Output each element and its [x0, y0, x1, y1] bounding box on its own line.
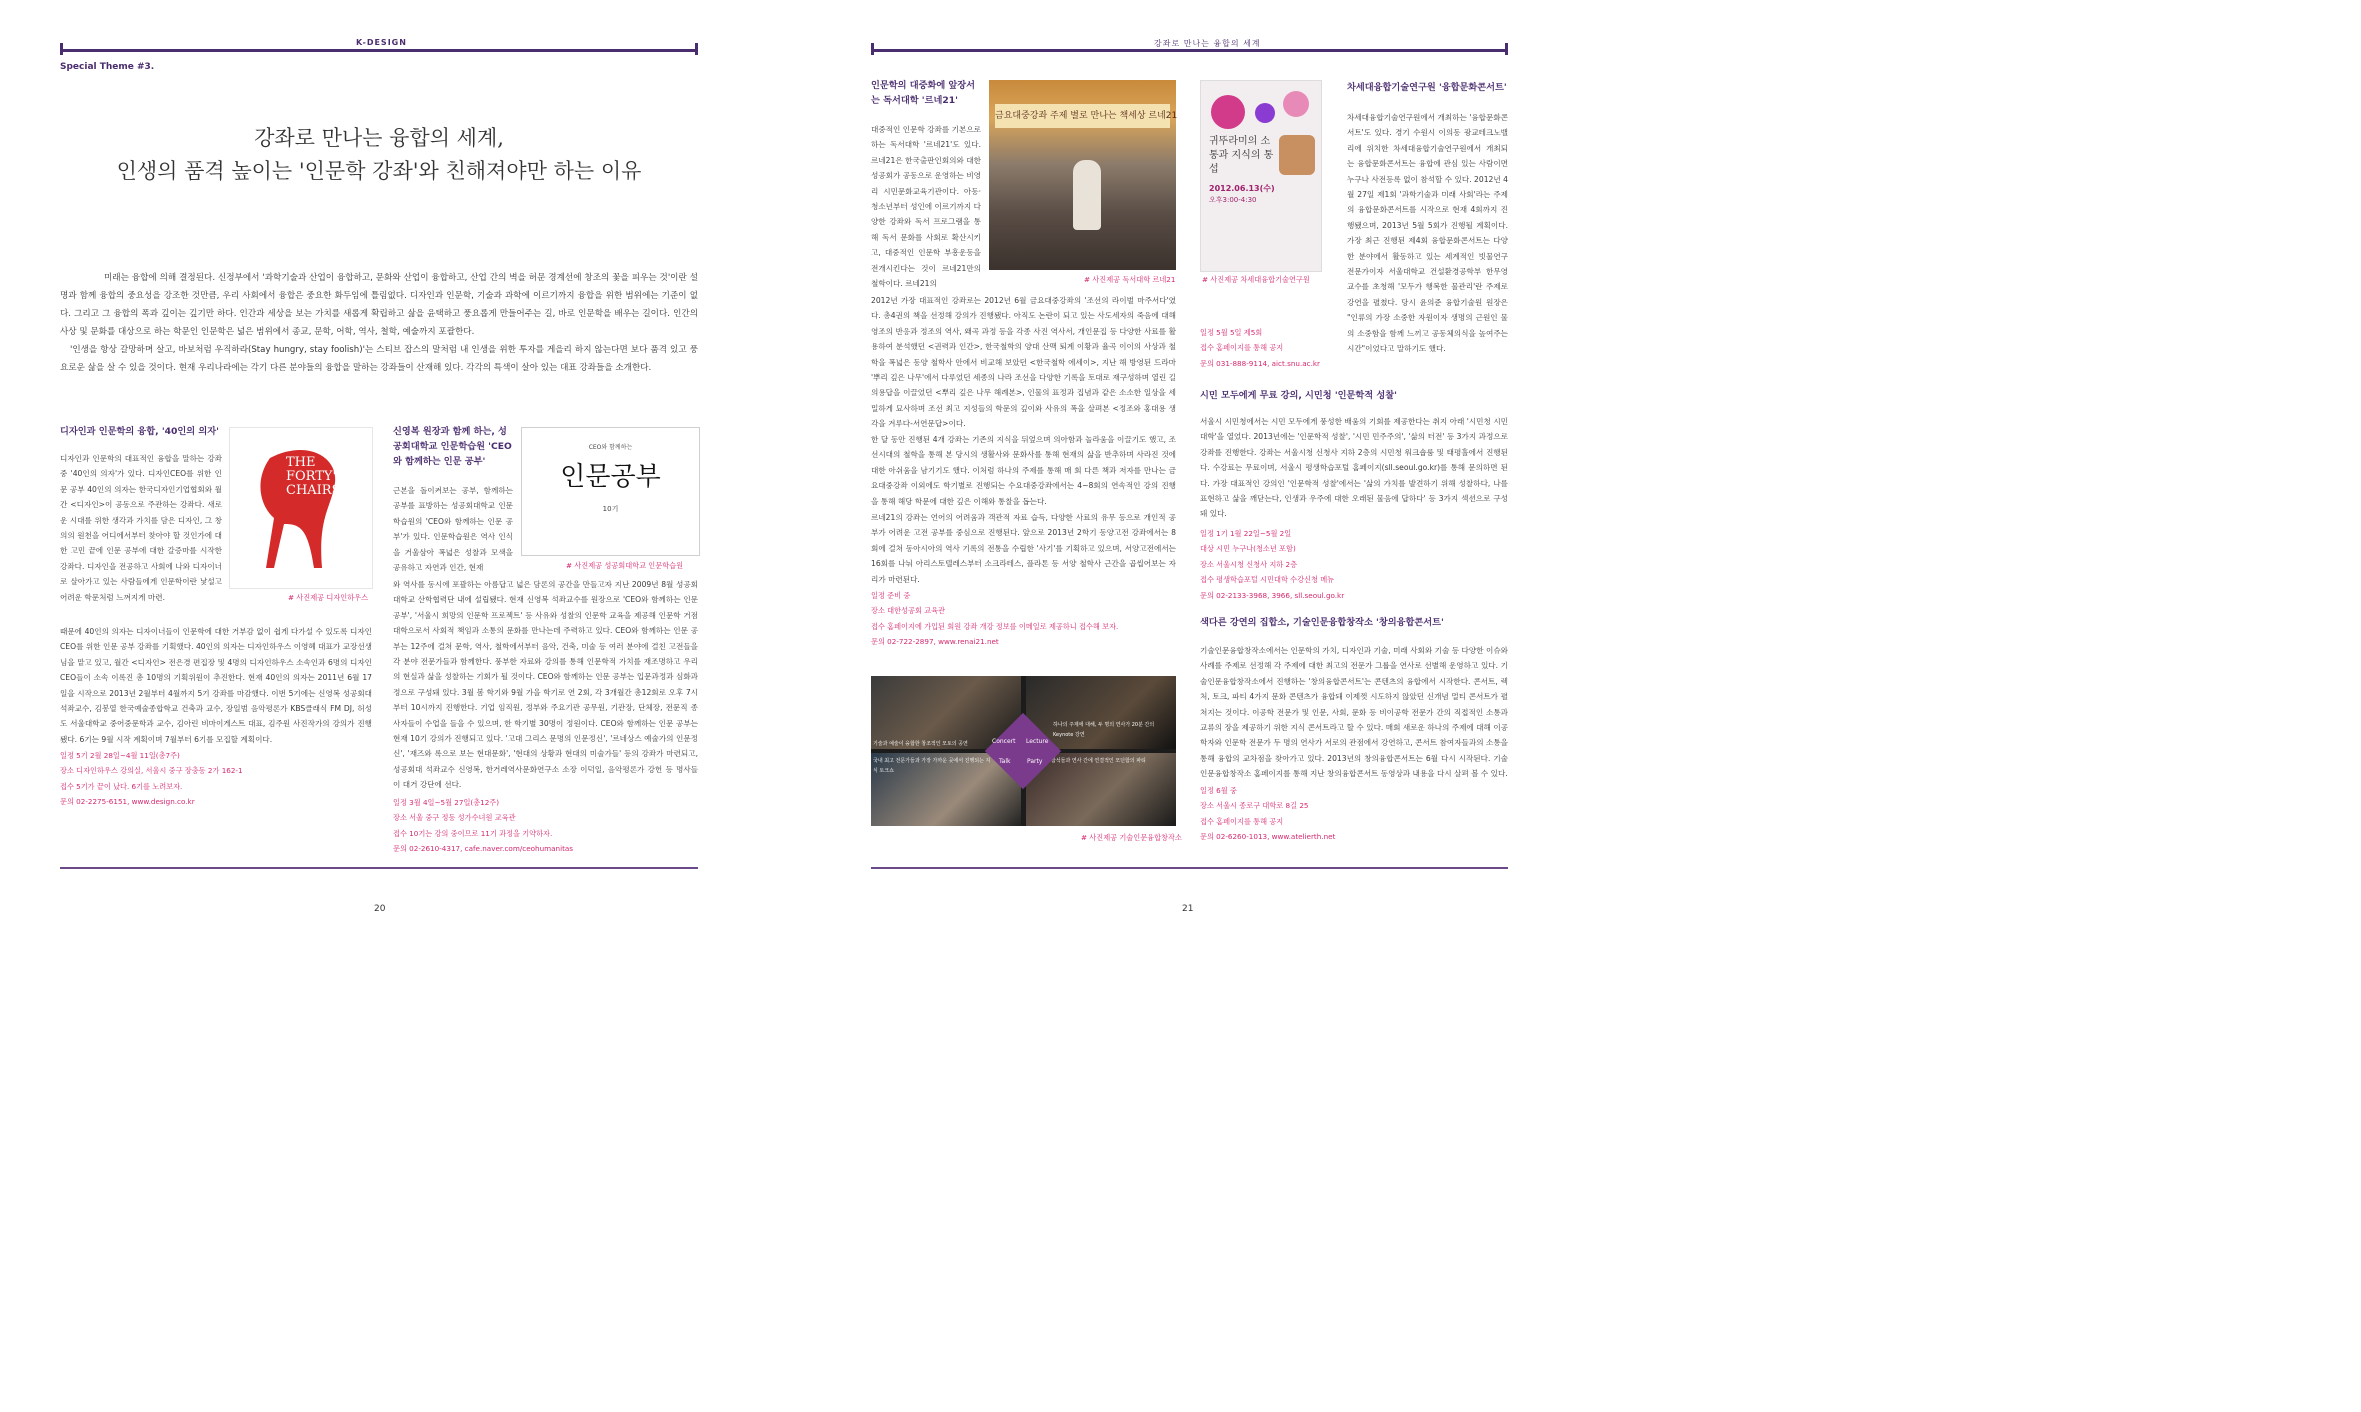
title-line-1: 강좌로 만나는 융합의 세계,: [254, 126, 504, 150]
section5-info-contact: 문의 02-2133-3968, 3966, sll.seoul.go.kr: [1200, 590, 1345, 600]
section4-heading: 차세대융합기술연구원 '융합문화콘서트': [1347, 82, 1507, 93]
section1-heading: 디자인과 인문학의 융합, '40인의 의자': [60, 426, 219, 437]
page-number-right: 21: [1182, 904, 1194, 914]
section5-body: 서울시 시민청에서는 시민 모두에게 풍성한 배움의 기회를 제공한다는 취지 아래 '시민청 시민대학'을 열었다. 2013년에는 '인문학적 성찰', '시민 민주주의', '삶의 터전' 등 3가지 과정으로 강좌를 진행한다. 강좌는 서울시청 신청사 지하 2층의 시민청 워크숍룸 및 태평홀에서 진행된다. 수강료는 무료이며, 서울시 평생학습포털 홈페이지(sll.seoul.go.kr)를 통해 문의하면 된다. 가장 대표적인 강의인 '인문학적 성찰'에서는 '삶의 가치를 발견하기 위해 성찰하다, 나를 표현하고 삶을 깨닫는다, 인생과 우주에 대한 오래된 물음에 답하다' 등 3가지 섹션으로 구성돼 있다.: [1200, 417, 1508, 519]
left-top-rule: [60, 49, 698, 52]
left-bottom-rule: [60, 867, 698, 869]
section5-info-place: 장소 서울시청 신청사 지하 2층: [1200, 559, 1298, 569]
forty-chairs-title: THE FORTY'S CHAIRS: [286, 455, 345, 498]
collage-label-2: 하나의 주제에 대해, 두 명의 연사가 20분 간의 Keynote 강연: [1053, 722, 1155, 738]
section5-info: [1200, 526, 1508, 603]
section3-body-b: 2012년 가장 대표적인 강좌로는 2012년 6월 금요대중강좌의 '조선의 라이벌 마주서다'였다. 총4권의 책을 선정해 강의가 진행됐다. 아직도 논란이 되고 있는 사도세자의 죽음에 대해 영조의 반응과 정조의 역사, 왜곡 과정 등을 각종 사진 역사서, 개인문집 등 다양한 사료를 활용하여 분석했던 <권력과 인간>, 한국철학의 양대 산맥 퇴계 이황과 율곡 이이의 사상과 철학을 폭넓은 동양 철학사 안에서 비교해 보았던 <한국철학 에세이>, 지난 해 방영된 드라마 '뿌리 깊은 나무'에서 다루었던 세종의 나라 조선을 다양한 기록을 토대로 재구성하며 열린 길의용답을 이끌었던 <뿌리 깊은 나무 해례본>, 인물의 표정과 집념과 같은 소소한 일상을 세밀하게 묘사하며 조선 최고 지성들의 학문의 깊이와 사유의 폭을 살펴본 <정조와 홍대용 생각을 겨루다-서연문답>이다.: [871, 296, 1176, 429]
section3-heading: 인문학의 대중화에 앞장서는 독서대학 '르네21': [871, 80, 976, 106]
section3-caption: # 사진제공 독서대학 르네21: [1084, 275, 1176, 284]
right-running-header: 강좌로 만나는 융합의 세계: [1154, 39, 1261, 48]
section5-info-schedule: 일정 1기 1월 22일~5월 2일: [1200, 529, 1292, 538]
section2-info-place: 장소 서울 중구 정동 성가수녀원 교육관: [393, 813, 516, 823]
section3-body-d: 르네21의 강좌는 언어의 어려움과 객관적 자료 습득, 다양한 사료의 유무 등으로 개인적 공부가 어려운 고전 공부를 중심으로 진행된다. 앞으로 2013년 2학기 동양고전 강좌에서는 8회에 걸쳐 동아시아의 역사 기록의 전통을 수립한 '사기'를 기획하고 있으며, 서양고전에서는 16회를 나눠 아리스토텔레스부터 소크라테스, 플라톤 등 서양 철학사 근간을 곱씹어보는 자리가 마련된다.: [871, 513, 1176, 584]
section1-info: [60, 748, 372, 810]
lecturer-figure: [1073, 160, 1101, 230]
section2-info: [393, 795, 698, 857]
section3-info-place: 장소 대한성공회 교육관: [871, 606, 946, 616]
section2-heading: 신영복 원장과 함께 하는, 성공회대학교 인문학습원 'CEO와 함께하는 인문 공부': [393, 426, 512, 467]
section5-info-target: 대상 시민 누구나(청소년 포함): [1200, 544, 1296, 554]
poster-title: 귀뚜라미의 소통과 지식의 통섭: [1209, 136, 1274, 175]
section4-body: 차세대융합기술연구원에서 개최하는 '융합문화콘서트'도 있다. 경기 수원시 이의동 광교테크노밸리에 위치한 차세대융합기술연구원에서 개최되는 융합문화콘서트는 융합에 관심 있는 사람이면 누구나 사전등록 없이 참석할 수 있다. 2012년 4월 27일 제1회 '과학기술과 미래 사회'라는 주제의 융합문화콘서트를 시작으로 현재 4회까지 진행됐으며, 2013년 5월 5회가 진행될 계획이다. 가장 최근 진행된 제4회 융합문화콘서트는 다양한 분야에서 활동하고 있는 세계적인 빗물연구 전문가이자 서울대학교 건설환경공학부 한무영 교수를 초청해 '모두가 행복한 물관리'란 주제로 강연을 펼쳤다. 당시 윤의준 융합기술원 원장은 "인류의 가장 소중한 자원이자 생명의 근원인 물의 소중함을 함께 느끼고 공동체의식을 높여주는 시간"이었다고 말하기도 했다.: [1347, 113, 1508, 354]
section3-body-c: 한 달 동안 진행된 4개 강좌는 기존의 지식을 뒤엎으며 의아함과 놀라움을 이끌기도 했고, 조선시대의 철학을 통해 본 당시의 생활사와 문화사를 통해 현재의 삶을 반추하며 사라진 것에 대한 아쉬움을 남기기도 했다. 이처럼 하나의 주제를 통해 매 회 다른 책과 저자를 만나는 금요대중강좌 이외에도 학기별로 진행되는 수요대중강좌에서는 4~8회의 연속적인 강의 진행을 통해 해당 학문에 대한 깊은 이해와 통찰을 돕는다.: [871, 435, 1176, 506]
section2-body-a: 근본을 돌이켜보는 공부, 함께하는 공부를 표방하는 성공회대학교 인문학습원의 'CEO와 함께하는 인문 공부'가 있다. 인문학습원은 역사 인식을 거울삼아 폭넓은 성찰과 모색을 공유하고 자연과 인간, 현재: [393, 486, 513, 573]
forty-chairs-image: [229, 427, 373, 589]
section6-body: 기술인문융합창작소에서는 인문학의 가치, 디자인과 기술, 미래 사회와 기술 등 다양한 이슈와 사례를 주제로 선정해 각 주제에 대한 최고의 전문가 그룹을 연사로 선별해 운영하고 있다. 기술인문융합창작소에서 진행하는 '창의융합콘서트'는 콘텐츠의 융합에서 시작한다. 콘서트, 렉처, 토크, 파티 4가지 문화 콘텐츠가 융합돼 이제껏 시도하지 않았던 신개념 멀티 콘서트가 펼쳐지는 것이다. 이공학 전문가 및 인문, 사회, 문화 등 비이공학 전문가 간의 직접적인 소통과 교류의 장을 제공하기 위한 지식 콘서트라고 할 수 있다. 매회 새로운 하나의 주제에 대해 이공학자와 인문학 전문가 두 명의 연사가 서로의 관점에서 강연하고, 콘서트 참여자들과의 소통을 통해 융합의 교차점을 찾아가고 있다. 2013년의 창의융합콘서트는 6월 다시 시작된다. 기술인문융합창작소 홈페이지를 통해 지난 창의융합콘서트 동영상과 내용을 다시 살펴 볼 수 있다.: [1200, 646, 1508, 779]
intro-text: [60, 269, 698, 377]
section6-info-apply: 접수 홈페이지를 통해 공지: [1200, 816, 1284, 826]
section3-body-a: 대중적인 인문학 강좌를 기본으로 하는 독서대학 '르네21'도 있다. 르네21은 한국출판인회의와 대한성공회가 공동으로 운영하는 비영리 시민문화교육기관이다. 아동·청소년부터 성인에 이르기까지 다양한 강좌와 독서 프로그램을 통해 독서 문화를 사회로 확산시키고, 대중적인 인문학 부흥운동을 전개시킨다는 것이 르네21만의 철학이다. 르네21의: [871, 125, 981, 289]
ceo-term: 10기: [602, 505, 619, 513]
section3-info-apply: 접수 홈페이지에 가입된 회원 강좌 개강 정보를 이메일로 제공하니 접수해 보자.: [871, 621, 1119, 631]
section2-info-apply: 접수 10기는 강의 중이므로 11기 과정을 기약하자.: [393, 828, 553, 838]
section1-caption: # 사진제공 디자인하우스: [288, 593, 369, 602]
right-top-rule: [871, 49, 1508, 52]
poster-portrait: [1279, 135, 1315, 175]
ceo-humanities-image: [521, 427, 700, 556]
page-number-left: 20: [374, 904, 386, 914]
renai21-banner: 금요대중강좌 주제 별로 만나는 책세상 르네21: [995, 104, 1170, 128]
concert-collage: [871, 676, 1176, 826]
poster-circle-3: [1283, 91, 1309, 117]
left-running-header: K-DESIGN: [356, 38, 407, 47]
section4-caption: # 사진제공 차세대융합기술연구원: [1202, 275, 1310, 284]
title-line-2: 인생의 품격 높이는 '인문학 강좌'와 친해져야만 하는 이유: [116, 159, 642, 183]
collage-label-1: 기술과 예술이 융합한 창조적인 모토의 공연: [873, 741, 968, 747]
section2-info-schedule: 일정 3월 4일~5월 27일(총12주): [393, 798, 500, 807]
section2-info-contact: 문의 02-2610-4317, cafe.naver.com/ceohumanitas: [393, 844, 574, 854]
section6-caption: # 사진제공 기술인문융합창작소: [1081, 833, 1182, 842]
diamond-lecture: Lecture: [1026, 738, 1049, 745]
section1-info-apply: 접수 5기가 끝이 났다. 6기를 노려보자.: [60, 781, 183, 791]
collage-label-4: 참석들과 연사 간에 연결적인 모던함의 파티: [1051, 758, 1146, 764]
right-bottom-rule: [871, 867, 1508, 869]
renai21-lecture-photo: [989, 80, 1176, 270]
page-title: [60, 122, 698, 188]
section3-info: [871, 588, 1176, 650]
section4-info-apply: 접수 홈페이지를 통해 공지: [1200, 343, 1284, 353]
diamond-talk: Talk: [999, 758, 1011, 765]
section6-info: [1200, 783, 1508, 845]
section1-info-contact: 문의 02-2275-6151, www.design.co.kr: [60, 797, 195, 807]
section1-body-b: 때문에 40인의 의자는 디자이너들이 인문학에 대한 거부감 없이 쉽게 다가설 수 있도록 디자인CEO를 위한 인문 공부 강좌를 기획했다. 40인의 의자는 디자인하우스 이영혜 대표가 교장선생님을 맡고 있고, 월간 <디자인> 전은경 편집장 및 4명의 디자인하우스 소속인과 6명의 디자인CEO들이 소속 이록진 총 10명의 기획위원이 추진한다. 현재 40인의 의자는 2011년 6월 17일을 시작으로 2013년 2월부터 4월까지 5기 강좌를 마감했다. 이번 5기에는 신영복 성공회대 석좌교수, 김봉열 한국예술종합학교 건축과 교수, 장일범 음악평론가 KBS클래식 FM DJ, 허성도 서울대학교 중어중문학과 교수, 김아린 비마이게스트 대표, 김주원 사진작가의 강의가 진행됐다. 6기는 9월 시작 계획이며 7월부터 6기를 모집할 계획이다.: [60, 627, 372, 744]
section6-heading: 색다른 강연의 집합소, 기술인문융합창작소 '창의융합콘서트': [1200, 617, 1444, 628]
red-chair-icon: [230, 428, 372, 588]
poster-circle-2: [1255, 103, 1275, 123]
cricket-concert-poster: [1200, 80, 1322, 272]
forty-chairs-small-title: 40인의 의자: [292, 444, 325, 451]
diamond-party: Party: [1027, 758, 1043, 765]
poster-date: 2012.06.13(수): [1209, 184, 1275, 193]
ceo-main-title: 인문공부: [560, 462, 661, 492]
section5-info-apply: 접수 평생학습포털 시민대학 수강신청 메뉴: [1200, 575, 1335, 585]
section6-info-schedule: 일정 6월 중: [1200, 786, 1237, 795]
section5-heading: 시민 모두에게 무료 강의, 시민청 '인문학적 성찰': [1200, 390, 1397, 401]
section2-body-b: 와 역사를 동시에 포괄하는 아름답고 넓은 담론의 공간을 만들고자 지난 2009년 8월 성공회대학교 산학협력단 내에 설립됐다. 현재 신영복 석좌교수를 원장으로 'CEO와 함께하는 인문 공부', '서울시 희망의 인문학 프로젝트' 등 사유와 성찰의 인문학 교육을 제공해 인문학 거점대학으로서 사회적 책임과 소통의 문화를 만나는데 주력하고 있다. CEO와 함께하는 인문 공부는 12주에 걸쳐 문학, 역사, 철학에서부터 음악, 건축, 미술 등 여러 분야에 걸친 고전들을 각 분야 전문가들과 함께한다. 풍부한 자료와 강의를 통해 인문학적 가치를 재조명하고 우리의 현실과 삶을 성찰하는 기회가 될 것이다. CEO와 함께하는 인문 공부는 입문과정과 심화과정으로 구성돼 있다. 3월 봄 학기와 9월 가을 학기로 연 2회, 각 3개월간 총12회로 오후 7시부터 10시까지 진행한다. 기업 임직원, 정부와 주요기관 공무원, 기관장, 단체장, 전문직 종사자들이 수업을 들을 수 있으며, 한 학기별 30명이 정원이다. CEO와 함께하는 인문 공부는 현재 10기 강의가 진행되고 있다. '고대 그리스 문명의 인문정신', '르네상스 예술가의 인문정신', '재즈와 록으로 보는 현대문화', '현대의 상황과 현대의 미술가들' 등의 강좌가 마련되고, 성공회대 석좌교수 신영복, 한거레역사문화연구소 소장 이덕일, 음악평론가 강헌 등 명사들이 대거 강단에 선다.: [393, 580, 698, 790]
section1-body-a: 디자인과 인문학의 대표적인 융합을 말하는 강좌 중 '40인의 의자'가 있다. 디자인CEO를 위한 인문 공부 40인의 의자는 한국디자인기업협회와 월간 <디자인>이 공동으로 주관하는 강좌다. 새로운 시대를 위한 생각과 가치를 담은 디자인, 그 창의의 원천을 어디에서부터 찾아야 할 것인가에 대한 고민 끝에 인문 공부에 대한 갈증마를 시작한 강좌다. 디자인을 전공하고 사회에 나와 디자이너로 살아가고 있는 사람들에게 인문학이란 낯설고 어려운 학문처럼 느껴지게 마련.: [60, 454, 222, 602]
ceo-small-text: CEO와 함께하는: [588, 444, 633, 451]
section-label: Special Theme #3.: [60, 62, 155, 72]
poster-time: 오후3:00-4:30: [1209, 196, 1257, 204]
left-page: [0, 0, 784, 938]
section1-info-schedule: 일정 5기 2월 28일~4월 11일(총7주): [60, 751, 180, 760]
section6-info-contact: 문의 02-6260-1013, www.atelierth.net: [1200, 832, 1336, 842]
section2-caption: # 사진제공 성공회대학교 인문학습원: [566, 561, 684, 570]
poster-circle-1: [1211, 95, 1245, 129]
intro-paragraph-1: 미래는 융합에 의해 결정된다. 신정부에서 '과학기술과 산업이 융합하고, 문화와 산업이 융합하고, 산업 간의 벽을 허문 경계선에 창조의 꽃을 피우는 것'이란 설명과 함께 융합의 중요성을 강조한 것만큼, 우리 사회에서 융합은 중요한 화두임에 틀림없다. 디자인과 인문학, 기술과 과학에 이르기까지 융합을 위한 범위에는 기준이 없다. 그리고 그 융합의 폭과 깊이는 깊기만 하다. 인간과 세상을 보는 가치를 새롭게 확립하고 삶을 윤택하고 풍요롭게 만들어주는 길, 바로 인문학을 배우는 길이다. 인간의 사상 및 문화를 대상으로 하는 학문인 인문학은 넓은 범위에서 종교, 문학, 어학, 역사, 철학, 예술까지 포괄한다.: [60, 273, 698, 337]
section3-info-contact: 문의 02-722-2897, www.renai21.net: [871, 637, 999, 647]
section3-info-schedule: 일정 준비 중: [871, 591, 911, 600]
right-page: [784, 0, 1568, 938]
section4-info: [1200, 325, 1508, 371]
intro-paragraph-2: '인생을 항상 갈망하며 살고, 바보처럼 우직하라(Stay hungry, stay foolish)'는 스티브 잡스의 말처럼 내 인생을 위한 투자를 게을리 하지 않는다면 보다 품격 있고 풍요로운 삶을 살 수 있을 것이다. 현재 우리나라에는 각기 다른 분야들의 융합을 말하는 강좌들이 산재해 있다. 각각의 특색이 살아 있는 대표 강좌들을 소개한다.: [60, 345, 698, 373]
section4-info-contact: 문의 031-888-9114, aict.snu.ac.kr: [1200, 358, 1321, 368]
section6-info-place: 장소 서울시 종로구 대학로 8길 25: [1200, 801, 1309, 811]
collage-label-3: 국내 최고 전문가들과 가장 가까운 곳에서 진행되는 지식 토크쇼: [873, 758, 991, 774]
section4-info-schedule: 일정 5월 5일 제5회: [1200, 328, 1263, 337]
section1-info-place: 장소 디자인하우스 강의실, 서울시 중구 장충동 2가 162-1: [60, 766, 243, 776]
diamond-concert: Concert: [992, 738, 1016, 745]
